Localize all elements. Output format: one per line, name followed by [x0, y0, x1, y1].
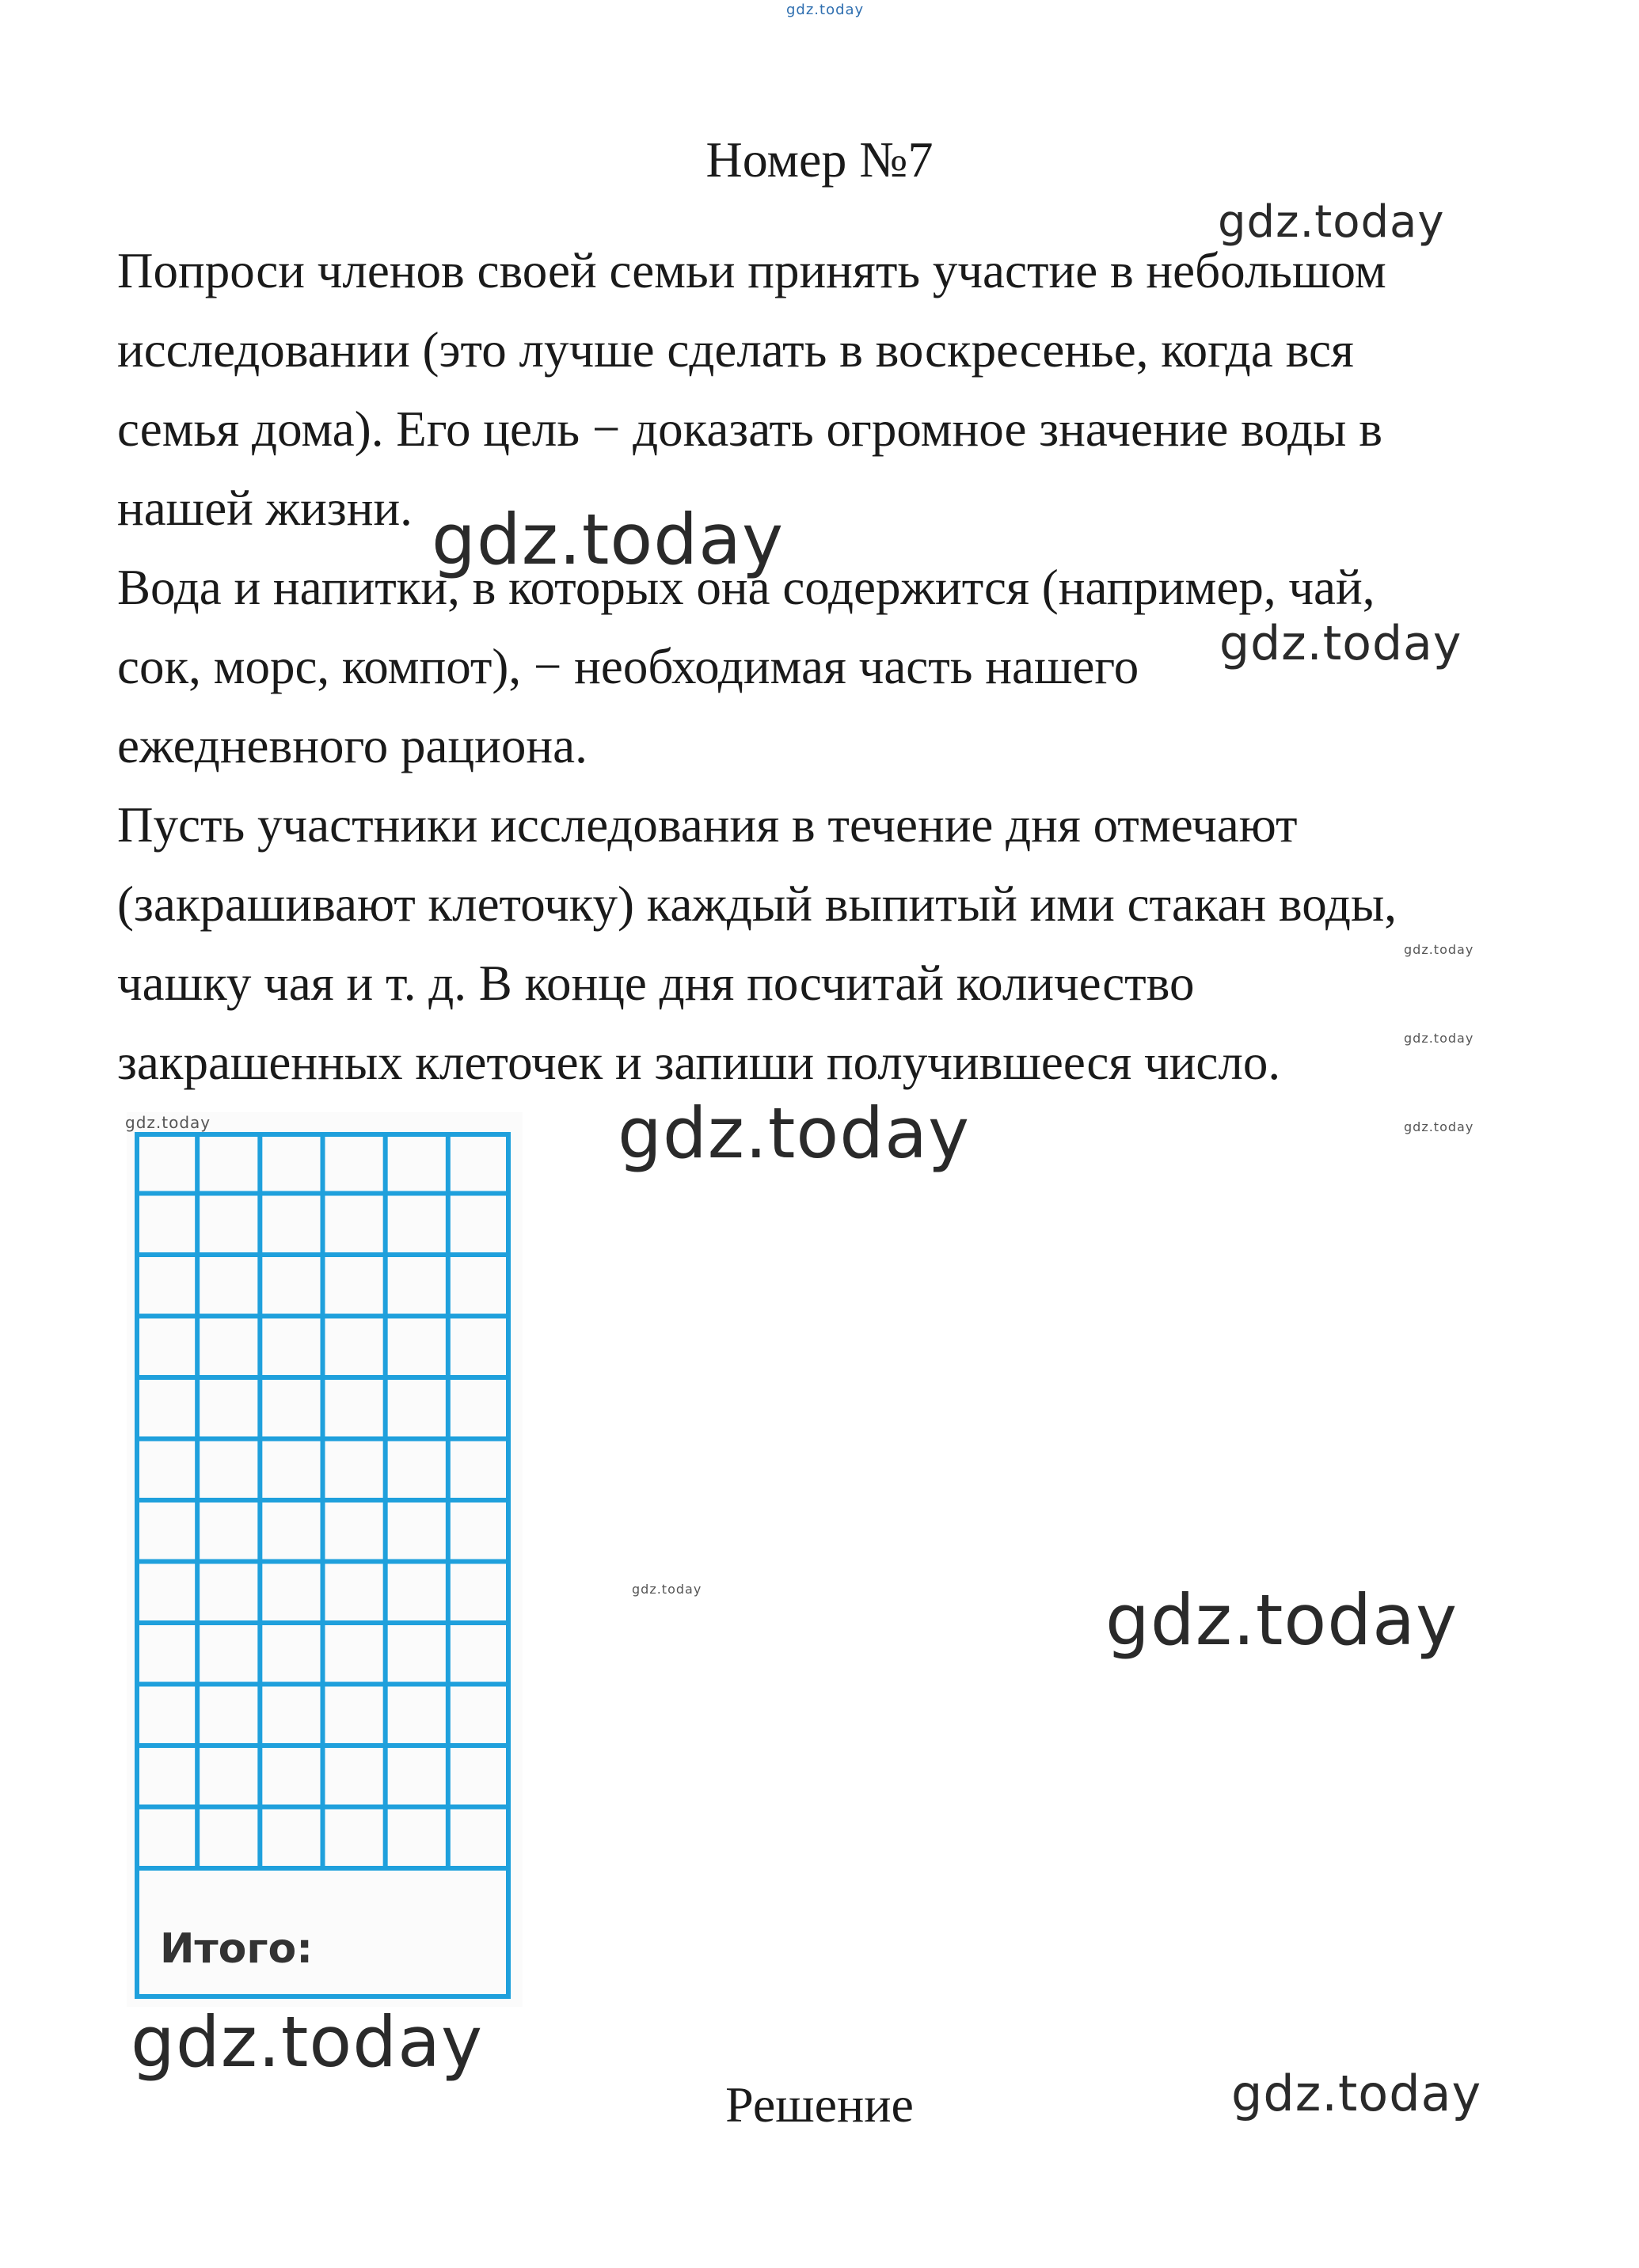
tracking-table: [127, 1112, 523, 2007]
paragraph-3-line-2: (закрашивают клеточку) каждый выпитый ими стакан воды,: [117, 876, 1398, 932]
paragraph-3-line-1: Пусть участники исследования в течение дня отмечают: [117, 797, 1298, 853]
watermark: gdz.today: [432, 499, 785, 580]
watermark: gdz.today: [1404, 1031, 1474, 1046]
header-watermark: gdz.today: [786, 2, 865, 18]
watermark: gdz.today: [632, 1582, 702, 1597]
page-title: Номер №7: [705, 131, 934, 188]
paragraph-3: [117, 785, 1606, 1102]
watermark: gdz.today: [1105, 1579, 1458, 1661]
watermark: gdz.today: [131, 2001, 484, 2083]
watermark: gdz.today: [1231, 2065, 1482, 2122]
paragraph-1: [117, 231, 1606, 548]
watermark: gdz.today: [1404, 942, 1474, 957]
paragraph-1-line-4: нашей жизни.: [117, 481, 413, 536]
paragraph-2-line-1: Вода и напитки, в которых она содержится (например, чай,: [117, 560, 1375, 615]
paragraph-2-line-3: ежедневного рациона.: [117, 718, 588, 773]
solution-heading: Решение: [725, 2076, 914, 2133]
watermark: gdz.today: [1404, 1119, 1474, 1134]
total-label: Итого:: [160, 1925, 314, 1973]
grid-lines: [135, 1132, 511, 1999]
paragraph-3-line-3: чашку чая и т. д. В конце дня посчитай количество: [117, 955, 1195, 1011]
paragraph-2-line-2: сок, морс, компот), − необходимая часть нашего: [117, 639, 1139, 694]
watermark: gdz.today: [1218, 196, 1445, 248]
watermark: gdz.today: [125, 1113, 211, 1132]
watermark: gdz.today: [1219, 616, 1462, 671]
paragraph-1-line-3: семья дома). Его цель − доказать огромное значение воды в: [117, 401, 1382, 457]
paragraph-3-line-4: закрашенных клеточек и запиши получившееся число.: [117, 1035, 1281, 1090]
paragraph-1-line-1: Попроси членов своей семьи принять участие в небольшом: [117, 243, 1386, 298]
watermark: gdz.today: [618, 1092, 971, 1174]
tracking-grid: [135, 1132, 511, 1999]
paragraph-1-line-2: исследовании (это лучше сделать в воскресенье, когда вся: [117, 322, 1354, 378]
